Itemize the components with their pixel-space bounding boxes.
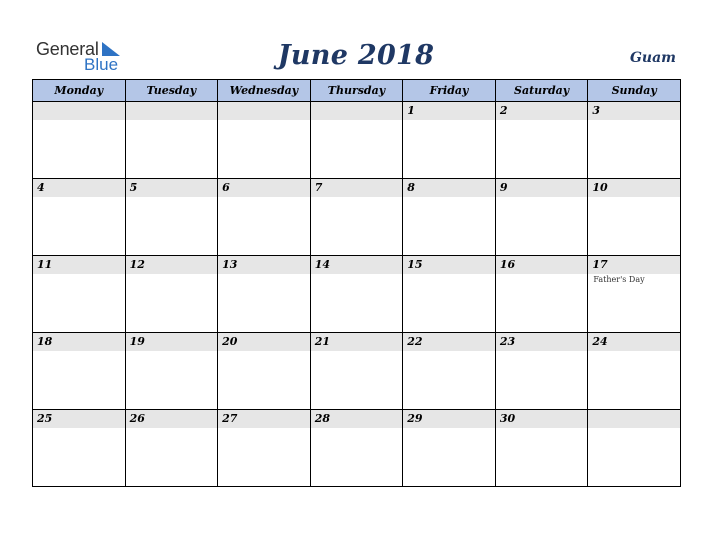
weekday-saturday: Saturday (495, 80, 588, 102)
day-number-bar (33, 102, 125, 120)
day-cell (495, 333, 588, 410)
day-cell (125, 102, 218, 179)
day-number-bar (496, 256, 588, 274)
day-number: 9 (499, 181, 508, 194)
day-cell (125, 410, 218, 487)
day-cell (125, 179, 218, 256)
day-cell (403, 102, 496, 179)
day-number-bar (218, 102, 310, 120)
calendar-title: June 2018 (277, 40, 435, 71)
day-number-bar (126, 102, 218, 120)
day-number: 15 (407, 258, 423, 271)
day-number-bar (33, 256, 125, 274)
day-cell (588, 410, 681, 487)
weekday-tuesday: Tuesday (125, 80, 218, 102)
day-number-bar (218, 256, 310, 274)
weekday-thursday: Thursday (310, 80, 403, 102)
day-number-bar (403, 333, 495, 351)
day-number-bar (126, 179, 218, 197)
day-number: 26 (129, 412, 145, 425)
day-number-bar (588, 179, 680, 197)
day-number-bar (33, 179, 125, 197)
calendar-grid (32, 79, 681, 487)
day-cell (33, 256, 126, 333)
day-number-bar (496, 410, 588, 428)
day-number-bar (218, 333, 310, 351)
weekday-sunday: Sunday (588, 80, 681, 102)
country-label: Guam (629, 50, 676, 66)
day-number-bar (588, 410, 680, 428)
day-number: 11 (37, 258, 53, 271)
day-number-bar (311, 102, 403, 120)
weekday-header-row (33, 80, 681, 102)
day-number: 25 (37, 412, 53, 425)
day-number-bar (126, 256, 218, 274)
day-cell (495, 179, 588, 256)
day-cell (218, 102, 311, 179)
week-row (33, 102, 681, 179)
day-number: 10 (592, 181, 608, 194)
day-number-bar (496, 333, 588, 351)
day-number: 4 (37, 181, 45, 194)
day-cell (33, 333, 126, 410)
day-number-bar (403, 179, 495, 197)
day-number: 3 (592, 104, 601, 117)
day-number: 27 (222, 412, 238, 425)
day-number: 13 (222, 258, 238, 271)
week-row (33, 410, 681, 487)
day-number: 12 (129, 258, 145, 271)
day-number: 28 (314, 412, 330, 425)
day-cell (33, 410, 126, 487)
day-cell (33, 102, 126, 179)
weekday-monday: Monday (33, 80, 126, 102)
weekday-friday: Friday (403, 80, 496, 102)
day-cell (495, 102, 588, 179)
day-number-bar (218, 179, 310, 197)
day-cell (310, 102, 403, 179)
day-number-bar (218, 410, 310, 428)
day-number-bar (311, 333, 403, 351)
day-number-bar (588, 102, 680, 120)
day-number: 14 (314, 258, 330, 271)
day-cell (310, 333, 403, 410)
day-number: 16 (499, 258, 516, 271)
day-cell (403, 256, 496, 333)
day-number: 5 (129, 181, 138, 194)
day-number: 20 (222, 335, 238, 348)
day-number: 22 (407, 335, 423, 348)
day-cell (310, 256, 403, 333)
day-cell (310, 410, 403, 487)
day-number-bar (126, 333, 218, 351)
holiday-label: Father's Day (593, 275, 645, 284)
day-cell (495, 256, 588, 333)
day-number-bar (403, 256, 495, 274)
day-number: 1 (407, 104, 415, 117)
day-cell (125, 256, 218, 333)
calendar-body (33, 102, 681, 487)
day-number-bar (33, 333, 125, 351)
day-number-bar (33, 410, 125, 428)
day-number: 8 (407, 181, 415, 194)
day-cell (33, 179, 126, 256)
day-cell (588, 256, 681, 333)
day-number-bar (311, 179, 403, 197)
week-row (33, 256, 681, 333)
day-cell (218, 179, 311, 256)
day-number: 17 (592, 258, 608, 271)
day-cell (218, 333, 311, 410)
week-row (33, 179, 681, 256)
day-number-bar (588, 333, 680, 351)
day-cell (310, 179, 403, 256)
day-number-bar (311, 410, 403, 428)
day-cell (588, 179, 681, 256)
day-number: 21 (314, 335, 330, 348)
day-number-bar (496, 179, 588, 197)
day-cell (125, 333, 218, 410)
day-number: 18 (37, 335, 53, 348)
day-cell (218, 256, 311, 333)
day-number: 30 (499, 412, 516, 425)
day-number-bar (496, 102, 588, 120)
day-number-bar (126, 410, 218, 428)
day-number: 29 (407, 412, 423, 425)
day-cell (403, 410, 496, 487)
day-cell (403, 179, 496, 256)
day-number: 19 (129, 335, 145, 348)
logo-general-text: General (36, 39, 99, 59)
day-cell (495, 410, 588, 487)
day-cell (588, 102, 681, 179)
day-number: 2 (499, 104, 508, 117)
day-number: 7 (314, 181, 323, 194)
day-number: 6 (222, 181, 230, 194)
day-number: 24 (592, 335, 608, 348)
day-number-bar (403, 410, 495, 428)
day-cell (588, 333, 681, 410)
day-cell (403, 333, 496, 410)
logo-blue-text: Blue (84, 55, 119, 74)
day-number-bar (588, 256, 680, 274)
week-row (33, 333, 681, 410)
day-cell (218, 410, 311, 487)
weekday-wednesday: Wednesday (218, 80, 311, 102)
day-number: 23 (499, 335, 516, 348)
day-number-bar (311, 256, 403, 274)
day-number-bar (403, 102, 495, 120)
